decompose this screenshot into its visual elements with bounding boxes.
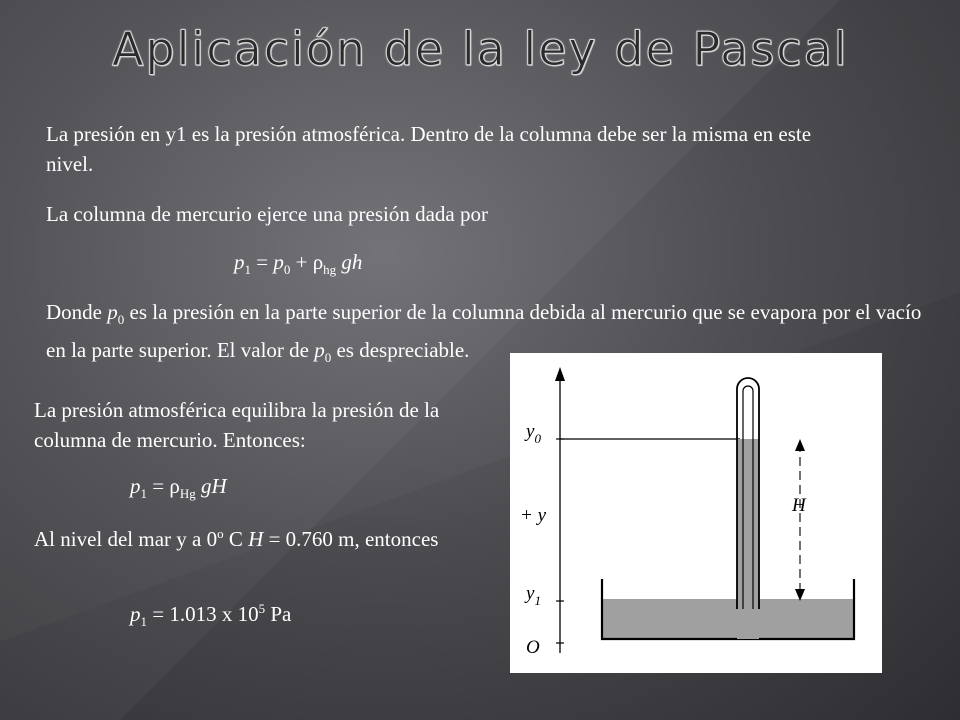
equation-p1-p0-rho-gh: $p_1 = p_0 + \rho_{hg}$ gh <box>234 250 363 278</box>
paragraph-p0-description: Donde $p_0$ es la presión en la parte superior de la columna debida al mercurio que se evapora por el vacío en la parte superior. El valor de $p_0$ es despreciable. <box>46 300 922 366</box>
H-top-arrow-icon <box>795 439 805 451</box>
label-H: H <box>792 495 806 516</box>
slide-title: Aplicación de la ley de Pascal <box>112 22 849 76</box>
label-origin: O <box>526 637 540 658</box>
y-axis-arrow-icon <box>555 367 565 381</box>
mercury-column-fill <box>737 439 759 639</box>
paragraph-y1-pressure: La presión en y1 es la presión atmosférica. Dentro de la columna debe ser la misma en este nivel. <box>46 122 812 176</box>
equation-p1-rho-gH: $p_1 = \rho_{Hg}$ gH <box>130 474 227 502</box>
label-y0: $y_0$ <box>526 421 541 446</box>
equation-p1-value: $p_1 = 1.013$ x $10^5$ Pa <box>130 601 292 630</box>
barometer-diagram <box>510 353 882 673</box>
paragraph-sea-level: Al nivel del mar y a 0$^o$ C H = 0.760 m, entonces <box>34 526 439 551</box>
label-y1: $y_1$ <box>526 583 541 608</box>
paragraph-atmospheric-balance: La presión atmosférica equilibra la presión de la columna de mercurio. Entonces: <box>34 398 440 452</box>
paragraph-mercury-column: La columna de mercurio ejerce una presión dada por <box>46 202 488 226</box>
mercury-dish-fill <box>602 599 854 639</box>
barometer-svg <box>510 353 882 673</box>
label-plus-y: + y <box>520 505 547 526</box>
